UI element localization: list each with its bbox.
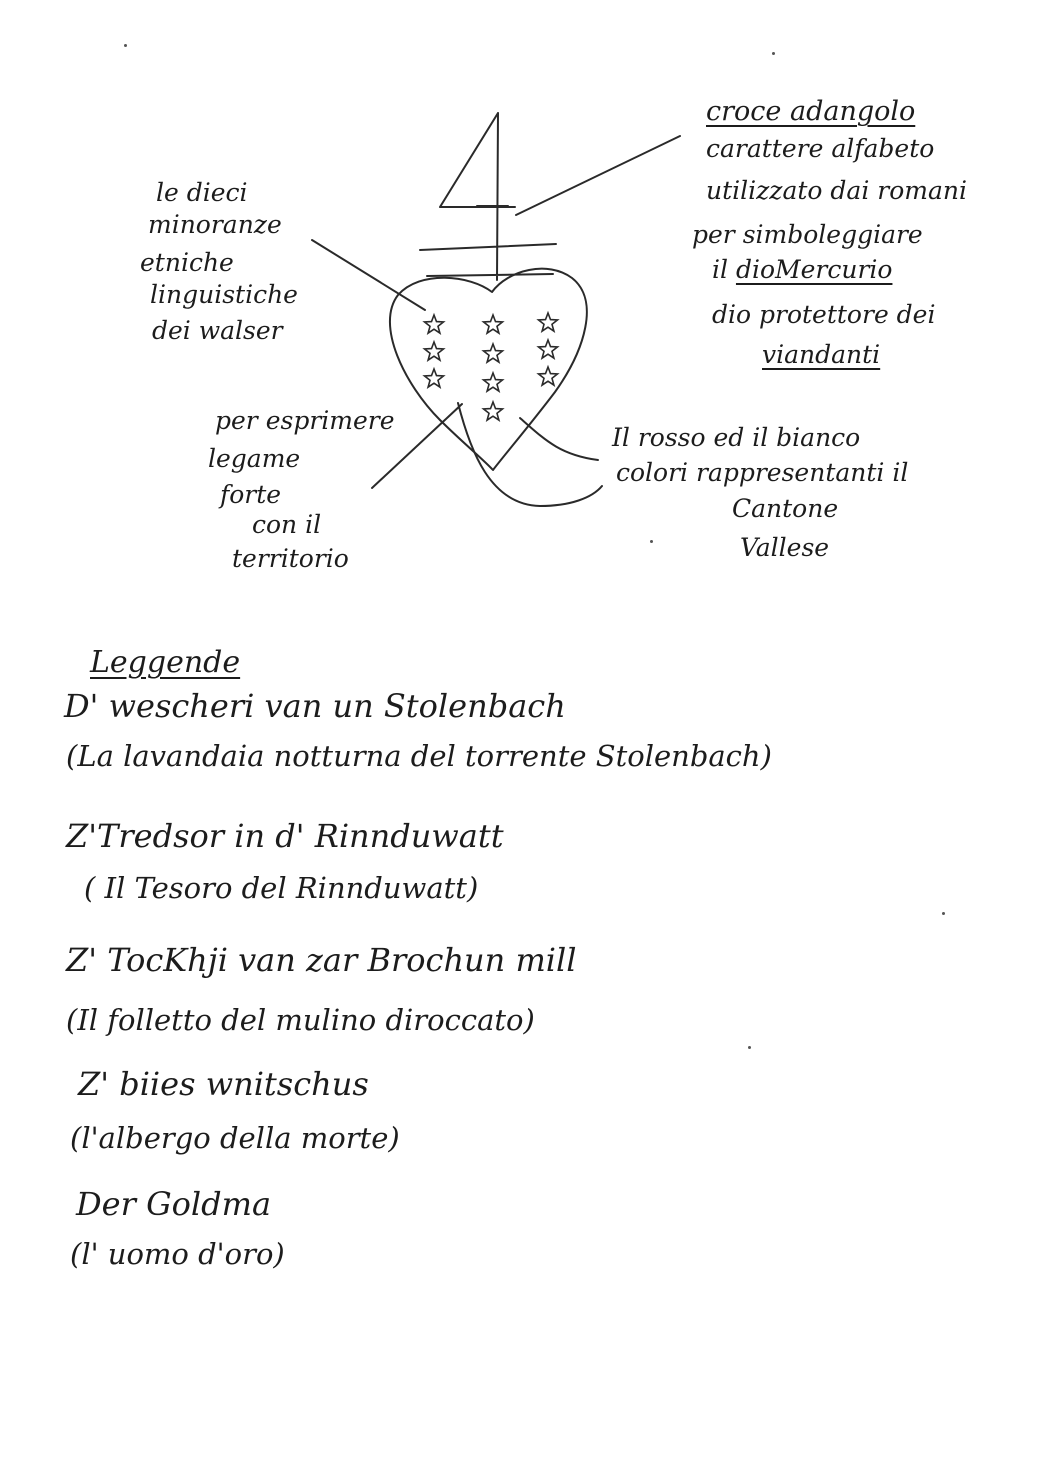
pointer-line-stars [312, 240, 425, 310]
colors-note-line-2: colori rappresentanti il [616, 458, 909, 487]
paper-speck [748, 1046, 751, 1049]
star-icon [484, 344, 503, 362]
croce-line-2: utilizzato dai romani [706, 176, 967, 205]
croce-dio-prefix: il [712, 255, 728, 284]
croce-protector: dio protettore dei [712, 300, 936, 329]
star-icon [539, 340, 558, 358]
legend-1-title: D' wescheri van un Stolenbach [64, 687, 566, 725]
bond-note-line-2: legame [208, 444, 301, 473]
paper-speck [942, 912, 945, 915]
bond-note-line-1: per esprimere [215, 406, 395, 435]
croce-title: croce adangolo [706, 96, 916, 127]
legend-2-translation: ( Il Tesoro del Rinnduwatt) [84, 871, 479, 905]
star-icon [484, 402, 503, 420]
star-icon [425, 369, 444, 387]
legend-4-title: Z' biies wnitschus [78, 1065, 369, 1103]
croce-travellers: viandanti [762, 340, 881, 369]
legend-3-title: Z' TocKhji van zar Brochun mill [66, 941, 577, 979]
bond-curve-icon [458, 403, 602, 506]
bond-note-line-5: territorio [232, 544, 349, 573]
stars-note-line-5: dei walser [152, 316, 283, 345]
legend-1-translation: (La lavandaia notturna del torrente Stolenbach) [66, 739, 772, 773]
croce-line-3: per simboleggiare [692, 220, 923, 249]
paper-speck [772, 52, 775, 55]
paper-speck [124, 44, 127, 47]
legends-heading: Leggende [90, 645, 241, 680]
stars-note-line-4: linguistiche [150, 280, 298, 309]
colors-note-line-1: Il rosso ed il bianco [612, 423, 861, 452]
colors-note-line-3: Cantone [732, 494, 839, 523]
cross-ad-angolo-icon [420, 113, 556, 280]
star-icon [539, 313, 558, 331]
pointer-line-croce [516, 136, 680, 215]
star-icon [425, 342, 444, 360]
legend-5-title: Der Goldma [76, 1185, 272, 1223]
stars-note-line-2: minoranze [148, 210, 282, 239]
croce-line-1: carattere alfabeto [706, 134, 935, 163]
croce-dio-name: dioMercurio [735, 255, 893, 284]
star-icon [484, 315, 503, 333]
star-groups [425, 313, 558, 420]
heart-icon [390, 269, 587, 470]
bond-note-line-3: forte [220, 480, 282, 509]
legend-5-translation: (l' uomo d'oro) [70, 1237, 285, 1271]
legend-3-translation: (Il folletto del mulino diroccato) [66, 1003, 535, 1037]
legend-2-title: Z'Tredsor in d' Rinnduwatt [66, 817, 504, 855]
croce-dio-line [712, 257, 892, 282]
star-icon [484, 373, 503, 391]
legend-4-translation: (l'albergo della morte) [70, 1121, 400, 1155]
stars-note-line-3: etniche [140, 248, 234, 277]
paper-speck [650, 540, 653, 543]
colors-note-line-4: Vallese [740, 533, 830, 562]
stars-note-line-1: le dieci [156, 178, 248, 207]
star-icon [539, 367, 558, 385]
bond-note-line-4: con il [252, 510, 322, 539]
star-icon [425, 315, 444, 333]
